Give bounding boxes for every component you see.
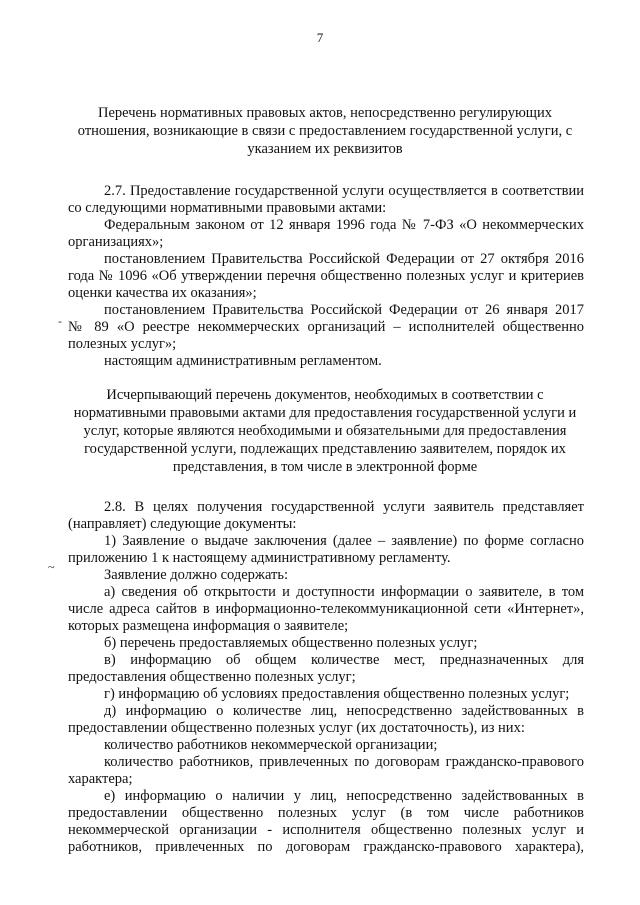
paragraph-line: 2.8. В целях получения государственной услуги заявитель представляет bbox=[104, 499, 584, 515]
paragraph-line: г) информацию об условиях предоставления общественно полезных услуг; bbox=[104, 686, 570, 702]
paragraph-line: настоящим административным регламентом. bbox=[104, 353, 382, 369]
heading-line: услуг, которые являются необходимыми и обязательными для предоставления bbox=[83, 423, 567, 439]
paragraph-line: постановлением Правительства Российской Федерации от 26 января 2017 bbox=[104, 302, 584, 318]
paragraph-line: постановлением Правительства Российской Федерации от 27 октября 2016 bbox=[104, 251, 584, 267]
paragraph-line: предоставлении общественно полезных услуг (в том числе работников bbox=[68, 805, 584, 821]
heading-normative-acts bbox=[60, 104, 590, 158]
paragraph-line: в) информацию об общем количестве мест, предназначенных для bbox=[104, 652, 584, 668]
paragraph-line: работников, привлеченных по договорам гражданско-правового характера), bbox=[68, 839, 584, 855]
paragraph-line: 1) Заявление о выдаче заключения (далее – заявление) по форме согласно bbox=[104, 533, 584, 549]
left-margin-mark: - bbox=[58, 314, 62, 328]
paragraph-line: е) информацию о наличии у лиц, непосредственно задействованных в bbox=[104, 788, 584, 804]
paragraph-line: полезных услуг»; bbox=[68, 336, 177, 352]
paragraph-line: Федеральным законом от 12 января 1996 года № 7-ФЗ «О некоммерческих bbox=[104, 217, 584, 233]
paragraph-line: оценки качества их оказания»; bbox=[68, 285, 257, 301]
paragraph-line: предоставления общественно полезных услуг; bbox=[68, 669, 356, 685]
heading-line: Перечень нормативных правовых актов, непосредственно регулирующих bbox=[98, 105, 552, 121]
paragraph-line: количество работников, привлеченных по договорам гражданско-правового bbox=[104, 754, 584, 770]
paragraph-line: некоммерческой организации - исполнителя общественно полезных услуг и bbox=[68, 822, 584, 838]
paragraph-line: которых размещена информация о заявителе; bbox=[68, 618, 349, 634]
paragraph-line: числе адреса сайтов в информационно-телекоммуникационной сети «Интернет», bbox=[68, 601, 584, 617]
heading-line: отношения, возникающие в связи с предоставлением государственной услуги, с bbox=[77, 123, 573, 139]
paragraph-line: а) сведения об открытости и доступности информации о заявителе, в том bbox=[104, 584, 584, 600]
paragraph-line: № 89 «О реестре некоммерческих организаций – исполнителей общественно bbox=[68, 319, 584, 335]
heading-required-documents bbox=[60, 386, 590, 476]
paragraph-line: 2.7. Предоставление государственной услуги осуществляется в соответствии bbox=[104, 183, 584, 199]
paragraph-line: характера; bbox=[68, 771, 133, 787]
paragraph-line: предоставлении общественно полезных услуг (их достаточность), из них: bbox=[68, 720, 525, 736]
paragraph-line: приложению 1 к настоящему административному регламенту. bbox=[68, 550, 451, 566]
heading-line: государственной услуги, подлежащих представлению заявителем, порядок их bbox=[84, 441, 566, 457]
paragraph-line: Заявление должно содержать: bbox=[104, 567, 288, 583]
heading-line: нормативными правовыми актами для предоставления государственной услуги и bbox=[73, 405, 577, 421]
heading-line: представления, в том числе в электронной форме bbox=[172, 459, 478, 475]
left-margin-mark: ~ bbox=[48, 560, 55, 574]
paragraph-line: года № 1096 «Об утверждении перечня общественно полезных услуг и критериев bbox=[68, 268, 584, 284]
paragraph-line: количество работников некоммерческой организации; bbox=[104, 737, 438, 753]
page-number: 7 bbox=[316, 30, 324, 45]
heading-line: Исчерпывающий перечень документов, необходимых в соответствии с bbox=[106, 387, 544, 403]
paragraph-line: д) информацию о количестве лиц, непосредственно задействованных в bbox=[104, 703, 584, 719]
heading-line: указанием их реквизитов bbox=[247, 141, 403, 157]
paragraph-line: со следующими нормативными правовыми актами: bbox=[68, 200, 387, 216]
paragraph-line: организациях»; bbox=[68, 234, 164, 250]
paragraph-line: (направляет) следующие документы: bbox=[68, 516, 297, 532]
paragraph-line: б) перечень предоставляемых общественно полезных услуг; bbox=[104, 635, 478, 651]
